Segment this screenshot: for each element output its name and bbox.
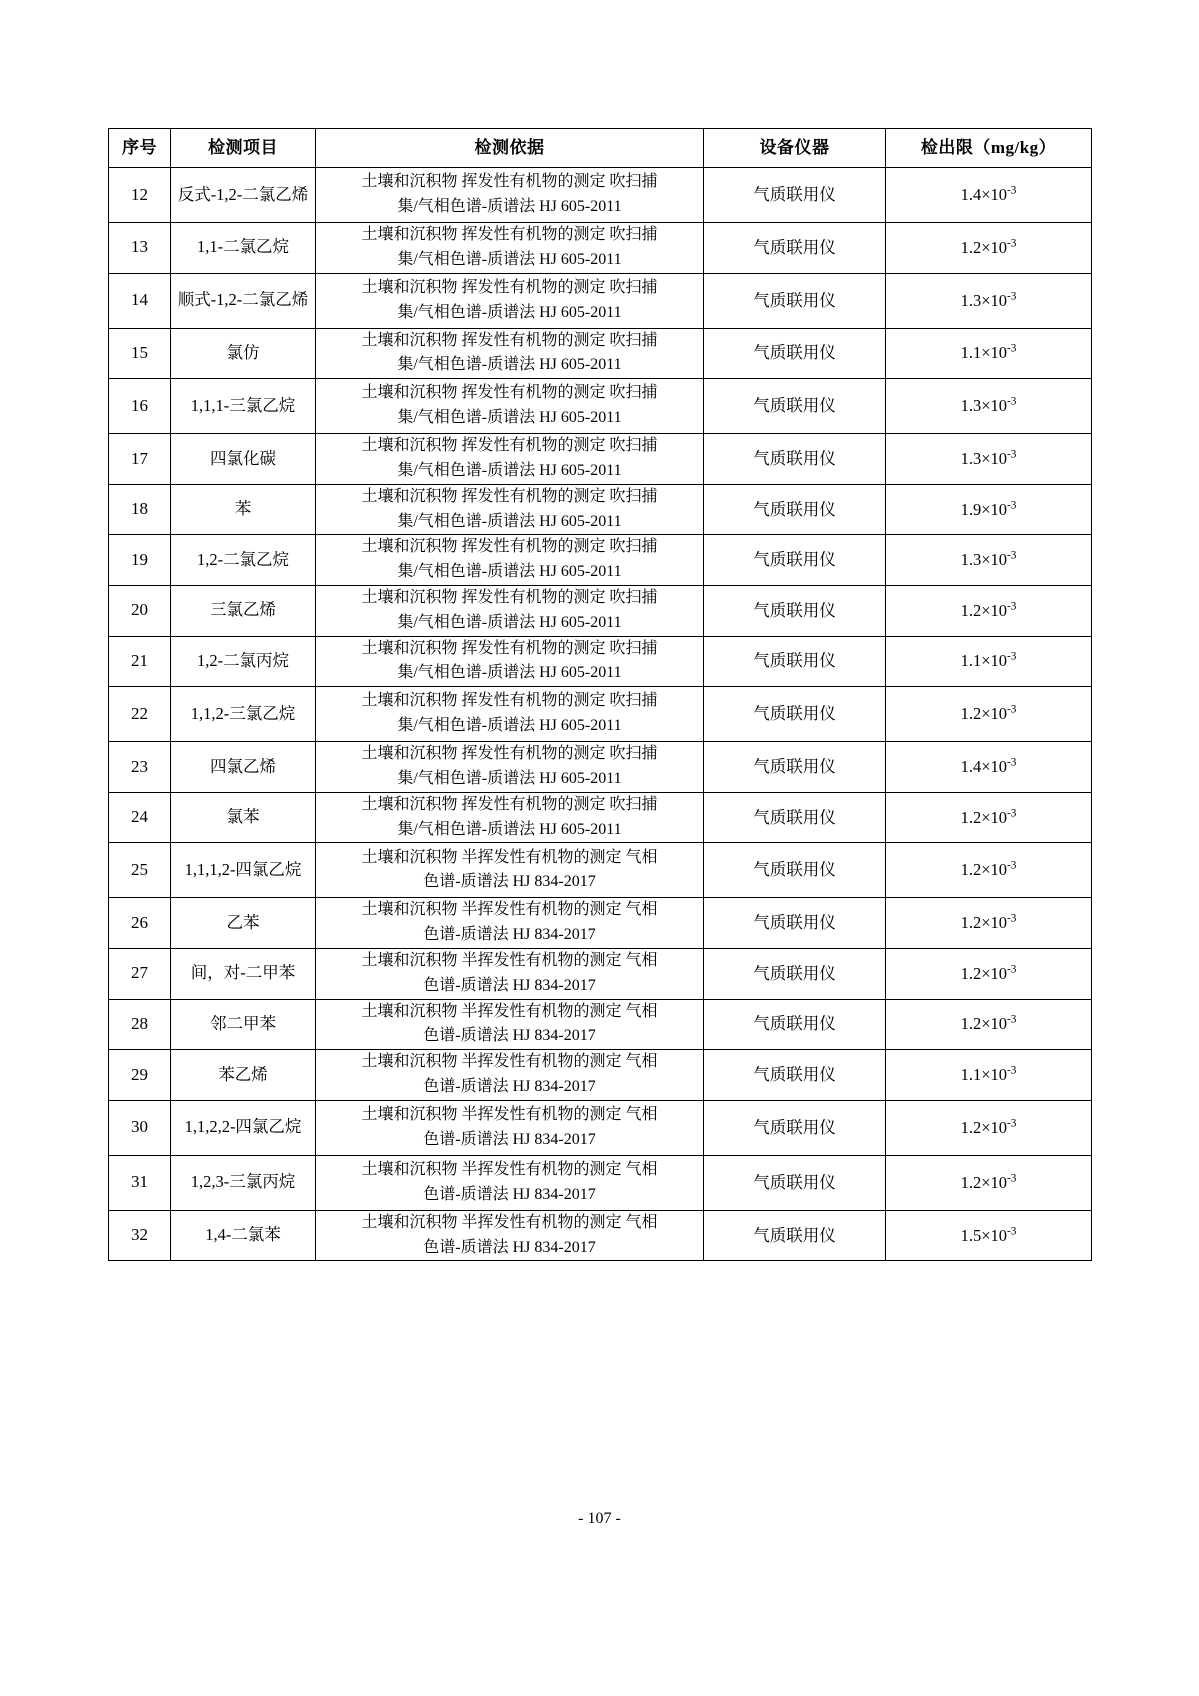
cell-serial-number: 30 (109, 1100, 171, 1155)
header-basis: 检测依据 (316, 129, 704, 168)
cell-serial-number: 17 (109, 434, 171, 485)
cell-detection-limit (886, 1100, 1092, 1155)
limit-mantissa: 1.3×10 (960, 550, 1008, 570)
cell-serial-number: 18 (109, 484, 171, 535)
limit-mantissa: 1.4×10 (960, 756, 1008, 776)
cell-device-instrument: 气质联用仪 (704, 948, 886, 999)
page-footer: - 107 - (578, 1510, 621, 1527)
basis-line-1: 土壤和沉积物 挥发性有机物的测定 吹扫捕 (361, 795, 658, 813)
basis-line-1: 土壤和沉积物 半挥发性有机物的测定 气相 (361, 1002, 658, 1020)
limit-mantissa: 1.2×10 (960, 860, 1008, 880)
table-header (109, 129, 1092, 168)
basis-line-2: 集/气相色谱-质谱法 HJ 605-2011 (397, 769, 622, 787)
cell-serial-number: 24 (109, 792, 171, 843)
basis-line-2: 色谱-质谱法 HJ 834-2017 (423, 1027, 596, 1045)
cell-detection-limit (886, 168, 1092, 223)
cell-detection-basis (316, 898, 704, 949)
basis-line-2: 集/气相色谱-质谱法 HJ 605-2011 (397, 250, 622, 268)
cell-serial-number: 25 (109, 843, 171, 898)
cell-serial-number: 23 (109, 742, 171, 793)
cell-serial-number: 13 (109, 223, 171, 274)
cell-detection-basis (316, 535, 704, 586)
cell-detection-basis (316, 948, 704, 999)
limit-mantissa: 1.5×10 (960, 1225, 1008, 1245)
limit-exponent: -3 (1007, 912, 1017, 925)
basis-line-2: 色谱-质谱法 HJ 834-2017 (423, 976, 596, 994)
limit-mantissa: 1.2×10 (960, 963, 1008, 983)
basis-line-2: 集/气相色谱-质谱法 HJ 605-2011 (397, 512, 622, 530)
cell-detection-item: 氯仿 (171, 328, 316, 379)
table-row (109, 273, 1092, 328)
detection-items-table (108, 128, 1092, 1261)
basis-line-1: 土壤和沉积物 挥发性有机物的测定 吹扫捕 (361, 745, 658, 763)
cell-detection-limit (886, 742, 1092, 793)
cell-detection-limit (886, 843, 1092, 898)
basis-line-1: 土壤和沉积物 挥发性有机物的测定 吹扫捕 (361, 278, 658, 296)
cell-detection-limit (886, 898, 1092, 949)
basis-line-2: 集/气相色谱-质谱法 HJ 605-2011 (397, 303, 622, 321)
cell-device-instrument: 气质联用仪 (704, 792, 886, 843)
cell-detection-basis (316, 168, 704, 223)
limit-mantissa: 1.2×10 (960, 1014, 1008, 1034)
basis-line-2: 色谱-质谱法 HJ 834-2017 (423, 1130, 596, 1148)
basis-line-2: 色谱-质谱法 HJ 834-2017 (423, 1185, 596, 1203)
cell-detection-limit (886, 948, 1092, 999)
basis-line-1: 土壤和沉积物 挥发性有机物的测定 吹扫捕 (361, 331, 658, 349)
cell-serial-number: 12 (109, 168, 171, 223)
cell-device-instrument: 气质联用仪 (704, 1100, 886, 1155)
limit-mantissa: 1.2×10 (960, 237, 1008, 257)
limit-exponent: -3 (1007, 1172, 1017, 1185)
table-row (109, 948, 1092, 999)
limit-exponent: -3 (1007, 342, 1017, 355)
cell-detection-item: 间，对-二甲苯 (171, 948, 316, 999)
basis-line-1: 土壤和沉积物 半挥发性有机物的测定 气相 (361, 951, 658, 969)
cell-device-instrument: 气质联用仪 (704, 999, 886, 1050)
table-body (109, 168, 1092, 1261)
basis-line-2: 色谱-质谱法 HJ 834-2017 (423, 1238, 596, 1256)
cell-detection-basis (316, 484, 704, 535)
cell-detection-limit (886, 379, 1092, 434)
cell-serial-number: 14 (109, 273, 171, 328)
basis-line-1: 土壤和沉积物 挥发性有机物的测定 吹扫捕 (361, 384, 658, 402)
table-row (109, 792, 1092, 843)
basis-line-1: 土壤和沉积物 挥发性有机物的测定 吹扫捕 (361, 538, 658, 556)
limit-exponent: -3 (1007, 650, 1017, 663)
basis-line-2: 集/气相色谱-质谱法 HJ 605-2011 (397, 717, 622, 735)
limit-mantissa: 1.3×10 (960, 396, 1008, 416)
limit-exponent: -3 (1007, 1013, 1017, 1026)
limit-mantissa: 1.4×10 (960, 185, 1008, 205)
cell-detection-limit (886, 1155, 1092, 1210)
cell-detection-limit (886, 273, 1092, 328)
limit-exponent: -3 (1007, 600, 1017, 613)
cell-detection-item: 1,2,3-三氯丙烷 (171, 1155, 316, 1210)
basis-line-2: 集/气相色谱-质谱法 HJ 605-2011 (397, 409, 622, 427)
cell-device-instrument: 气质联用仪 (704, 585, 886, 636)
limit-exponent: -3 (1007, 499, 1017, 512)
limit-exponent: -3 (1007, 448, 1017, 461)
table-header-row (109, 129, 1092, 168)
header-limit: 检出限（mg/kg） (886, 129, 1092, 168)
limit-mantissa: 1.3×10 (960, 290, 1008, 310)
table-row (109, 585, 1092, 636)
cell-detection-basis (316, 585, 704, 636)
cell-device-instrument: 气质联用仪 (704, 168, 886, 223)
basis-line-1: 土壤和沉积物 挥发性有机物的测定 吹扫捕 (361, 692, 658, 710)
limit-exponent: -3 (1007, 703, 1017, 716)
table-row (109, 687, 1092, 742)
table-row (109, 1100, 1092, 1155)
cell-device-instrument: 气质联用仪 (704, 843, 886, 898)
cell-detection-basis (316, 1210, 704, 1261)
cell-detection-limit (886, 434, 1092, 485)
basis-line-1: 土壤和沉积物 半挥发性有机物的测定 气相 (361, 1105, 658, 1123)
table-row (109, 484, 1092, 535)
cell-device-instrument: 气质联用仪 (704, 1155, 886, 1210)
cell-device-instrument: 气质联用仪 (704, 223, 886, 274)
basis-line-1: 土壤和沉积物 挥发性有机物的测定 吹扫捕 (361, 487, 658, 505)
cell-detection-basis (316, 687, 704, 742)
cell-detection-item: 1,1,2-三氯乙烷 (171, 687, 316, 742)
table-row (109, 636, 1092, 687)
header-no: 序号 (109, 129, 171, 168)
cell-serial-number: 15 (109, 328, 171, 379)
cell-detection-basis (316, 843, 704, 898)
cell-device-instrument: 气质联用仪 (704, 742, 886, 793)
cell-detection-limit (886, 535, 1092, 586)
basis-line-1: 土壤和沉积物 挥发性有机物的测定 吹扫捕 (361, 226, 658, 243)
table-row (109, 898, 1092, 949)
basis-line-1: 土壤和沉积物 挥发性有机物的测定 吹扫捕 (361, 173, 658, 191)
limit-mantissa: 1.2×10 (960, 807, 1008, 827)
header-item: 检测项目 (171, 129, 316, 168)
basis-line-1: 土壤和沉积物 挥发性有机物的测定 吹扫捕 (361, 437, 658, 455)
limit-mantissa: 1.2×10 (960, 1172, 1008, 1192)
table-row (109, 1210, 1092, 1261)
header-device: 设备仪器 (704, 129, 886, 168)
cell-detection-limit (886, 1050, 1092, 1101)
table-row (109, 1155, 1092, 1210)
basis-line-2: 集/气相色谱-质谱法 HJ 605-2011 (397, 461, 622, 479)
cell-detection-item: 1,1,2,2-四氯乙烷 (171, 1100, 316, 1155)
cell-device-instrument: 气质联用仪 (704, 328, 886, 379)
table-row (109, 434, 1092, 485)
limit-mantissa: 1.1×10 (960, 343, 1008, 363)
limit-exponent: -3 (1007, 807, 1017, 820)
limit-exponent: -3 (1007, 1225, 1017, 1238)
cell-detection-item: 苯 (171, 484, 316, 535)
cell-detection-item: 1,4-二氯苯 (171, 1210, 316, 1261)
cell-detection-item: 1,2-二氯丙烷 (171, 636, 316, 687)
cell-detection-basis (316, 379, 704, 434)
cell-serial-number: 19 (109, 535, 171, 586)
cell-detection-basis (316, 636, 704, 687)
cell-detection-item: 四氯化碳 (171, 434, 316, 485)
basis-line-2: 集/气相色谱-质谱法 HJ 605-2011 (397, 820, 622, 838)
table-row (109, 999, 1092, 1050)
cell-serial-number: 28 (109, 999, 171, 1050)
limit-exponent: -3 (1007, 756, 1017, 769)
cell-device-instrument: 气质联用仪 (704, 898, 886, 949)
cell-serial-number: 27 (109, 948, 171, 999)
basis-line-1: 土壤和沉积物 挥发性有机物的测定 吹扫捕 (361, 588, 658, 606)
limit-mantissa: 1.2×10 (960, 704, 1008, 724)
limit-exponent: -3 (1007, 1064, 1017, 1077)
limit-exponent: -3 (1007, 1117, 1017, 1130)
basis-line-1: 土壤和沉积物 半挥发性有机物的测定 气相 (361, 1160, 658, 1178)
cell-device-instrument: 气质联用仪 (704, 535, 886, 586)
basis-line-2: 集/气相色谱-质谱法 HJ 605-2011 (397, 664, 622, 682)
limit-mantissa: 1.1×10 (960, 1064, 1008, 1084)
cell-detection-basis (316, 1050, 704, 1101)
cell-detection-item: 氯苯 (171, 792, 316, 843)
cell-detection-basis (316, 1100, 704, 1155)
basis-line-2: 色谱-质谱法 HJ 834-2017 (423, 873, 596, 891)
cell-detection-basis (316, 273, 704, 328)
cell-detection-item: 1,1,1,2-四氯乙烷 (171, 843, 316, 898)
cell-serial-number: 32 (109, 1210, 171, 1261)
cell-detection-item: 邻二甲苯 (171, 999, 316, 1050)
basis-line-1: 土壤和沉积物 半挥发性有机物的测定 气相 (361, 848, 658, 866)
table-row (109, 379, 1092, 434)
table-row (109, 168, 1092, 223)
cell-detection-limit (886, 223, 1092, 274)
basis-line-1: 土壤和沉积物 半挥发性有机物的测定 气相 (361, 1053, 658, 1071)
cell-detection-item: 顺式-1,2-二氯乙烯 (171, 273, 316, 328)
cell-detection-basis (316, 742, 704, 793)
table-row (109, 742, 1092, 793)
cell-device-instrument: 气质联用仪 (704, 636, 886, 687)
table-row (109, 328, 1092, 379)
cell-detection-item: 三氯乙烯 (171, 585, 316, 636)
basis-line-2: 色谱-质谱法 HJ 834-2017 (423, 926, 596, 944)
limit-mantissa: 1.2×10 (960, 1117, 1008, 1137)
cell-detection-basis (316, 999, 704, 1050)
table-row (109, 223, 1092, 274)
limit-mantissa: 1.1×10 (960, 651, 1008, 671)
cell-device-instrument: 气质联用仪 (704, 434, 886, 485)
cell-serial-number: 26 (109, 898, 171, 949)
basis-line-1: 土壤和沉积物 半挥发性有机物的测定 气相 (361, 901, 658, 919)
limit-exponent: -3 (1007, 859, 1017, 872)
limit-mantissa: 1.2×10 (960, 913, 1008, 933)
cell-detection-limit (886, 636, 1092, 687)
cell-device-instrument: 气质联用仪 (704, 379, 886, 434)
cell-device-instrument: 气质联用仪 (704, 1050, 886, 1101)
cell-detection-item: 反式-1,2-二氯乙烯 (171, 168, 316, 223)
limit-mantissa: 1.9×10 (960, 499, 1008, 519)
cell-detection-basis (316, 792, 704, 843)
limit-exponent: -3 (1007, 237, 1017, 250)
cell-detection-item: 乙苯 (171, 898, 316, 949)
cell-detection-item: 1,1,1-三氯乙烷 (171, 379, 316, 434)
basis-line-2: 集/气相色谱-质谱法 HJ 605-2011 (397, 613, 622, 631)
cell-device-instrument: 气质联用仪 (704, 273, 886, 328)
basis-line-1: 土壤和沉积物 挥发性有机物的测定 吹扫捕 (361, 639, 658, 657)
cell-serial-number: 20 (109, 585, 171, 636)
limit-exponent: -3 (1007, 395, 1017, 408)
limit-exponent: -3 (1007, 290, 1017, 303)
cell-serial-number: 21 (109, 636, 171, 687)
limit-exponent: -3 (1007, 549, 1017, 562)
table-row (109, 1050, 1092, 1101)
cell-detection-item: 四氯乙烯 (171, 742, 316, 793)
cell-detection-basis (316, 1155, 704, 1210)
limit-mantissa: 1.2×10 (960, 600, 1008, 620)
cell-device-instrument: 气质联用仪 (704, 1210, 886, 1261)
cell-serial-number: 16 (109, 379, 171, 434)
cell-serial-number: 22 (109, 687, 171, 742)
cell-detection-limit (886, 1210, 1092, 1261)
cell-detection-limit (886, 687, 1092, 742)
cell-detection-limit (886, 484, 1092, 535)
cell-detection-basis (316, 223, 704, 274)
cell-detection-basis (316, 328, 704, 379)
basis-line-2: 集/气相色谱-质谱法 HJ 605-2011 (397, 198, 622, 215)
cell-detection-item: 1,1-二氯乙烷 (171, 223, 316, 274)
limit-mantissa: 1.3×10 (960, 449, 1008, 469)
cell-device-instrument: 气质联用仪 (704, 687, 886, 742)
basis-line-2: 集/气相色谱-质谱法 HJ 605-2011 (397, 356, 622, 374)
cell-serial-number: 31 (109, 1155, 171, 1210)
cell-device-instrument: 气质联用仪 (704, 484, 886, 535)
cell-detection-limit (886, 585, 1092, 636)
cell-detection-item: 1,2-二氯乙烷 (171, 535, 316, 586)
cell-detection-item: 苯乙烯 (171, 1050, 316, 1101)
table-row (109, 535, 1092, 586)
limit-exponent: -3 (1007, 184, 1017, 197)
basis-line-1: 土壤和沉积物 半挥发性有机物的测定 气相 (361, 1213, 658, 1231)
basis-line-2: 色谱-质谱法 HJ 834-2017 (423, 1077, 596, 1095)
cell-detection-limit (886, 999, 1092, 1050)
cell-detection-limit (886, 328, 1092, 379)
cell-detection-limit (886, 792, 1092, 843)
table-row (109, 843, 1092, 898)
cell-serial-number: 29 (109, 1050, 171, 1101)
basis-line-2: 集/气相色谱-质谱法 HJ 605-2011 (397, 563, 622, 581)
cell-detection-basis (316, 434, 704, 485)
limit-exponent: -3 (1007, 963, 1017, 976)
